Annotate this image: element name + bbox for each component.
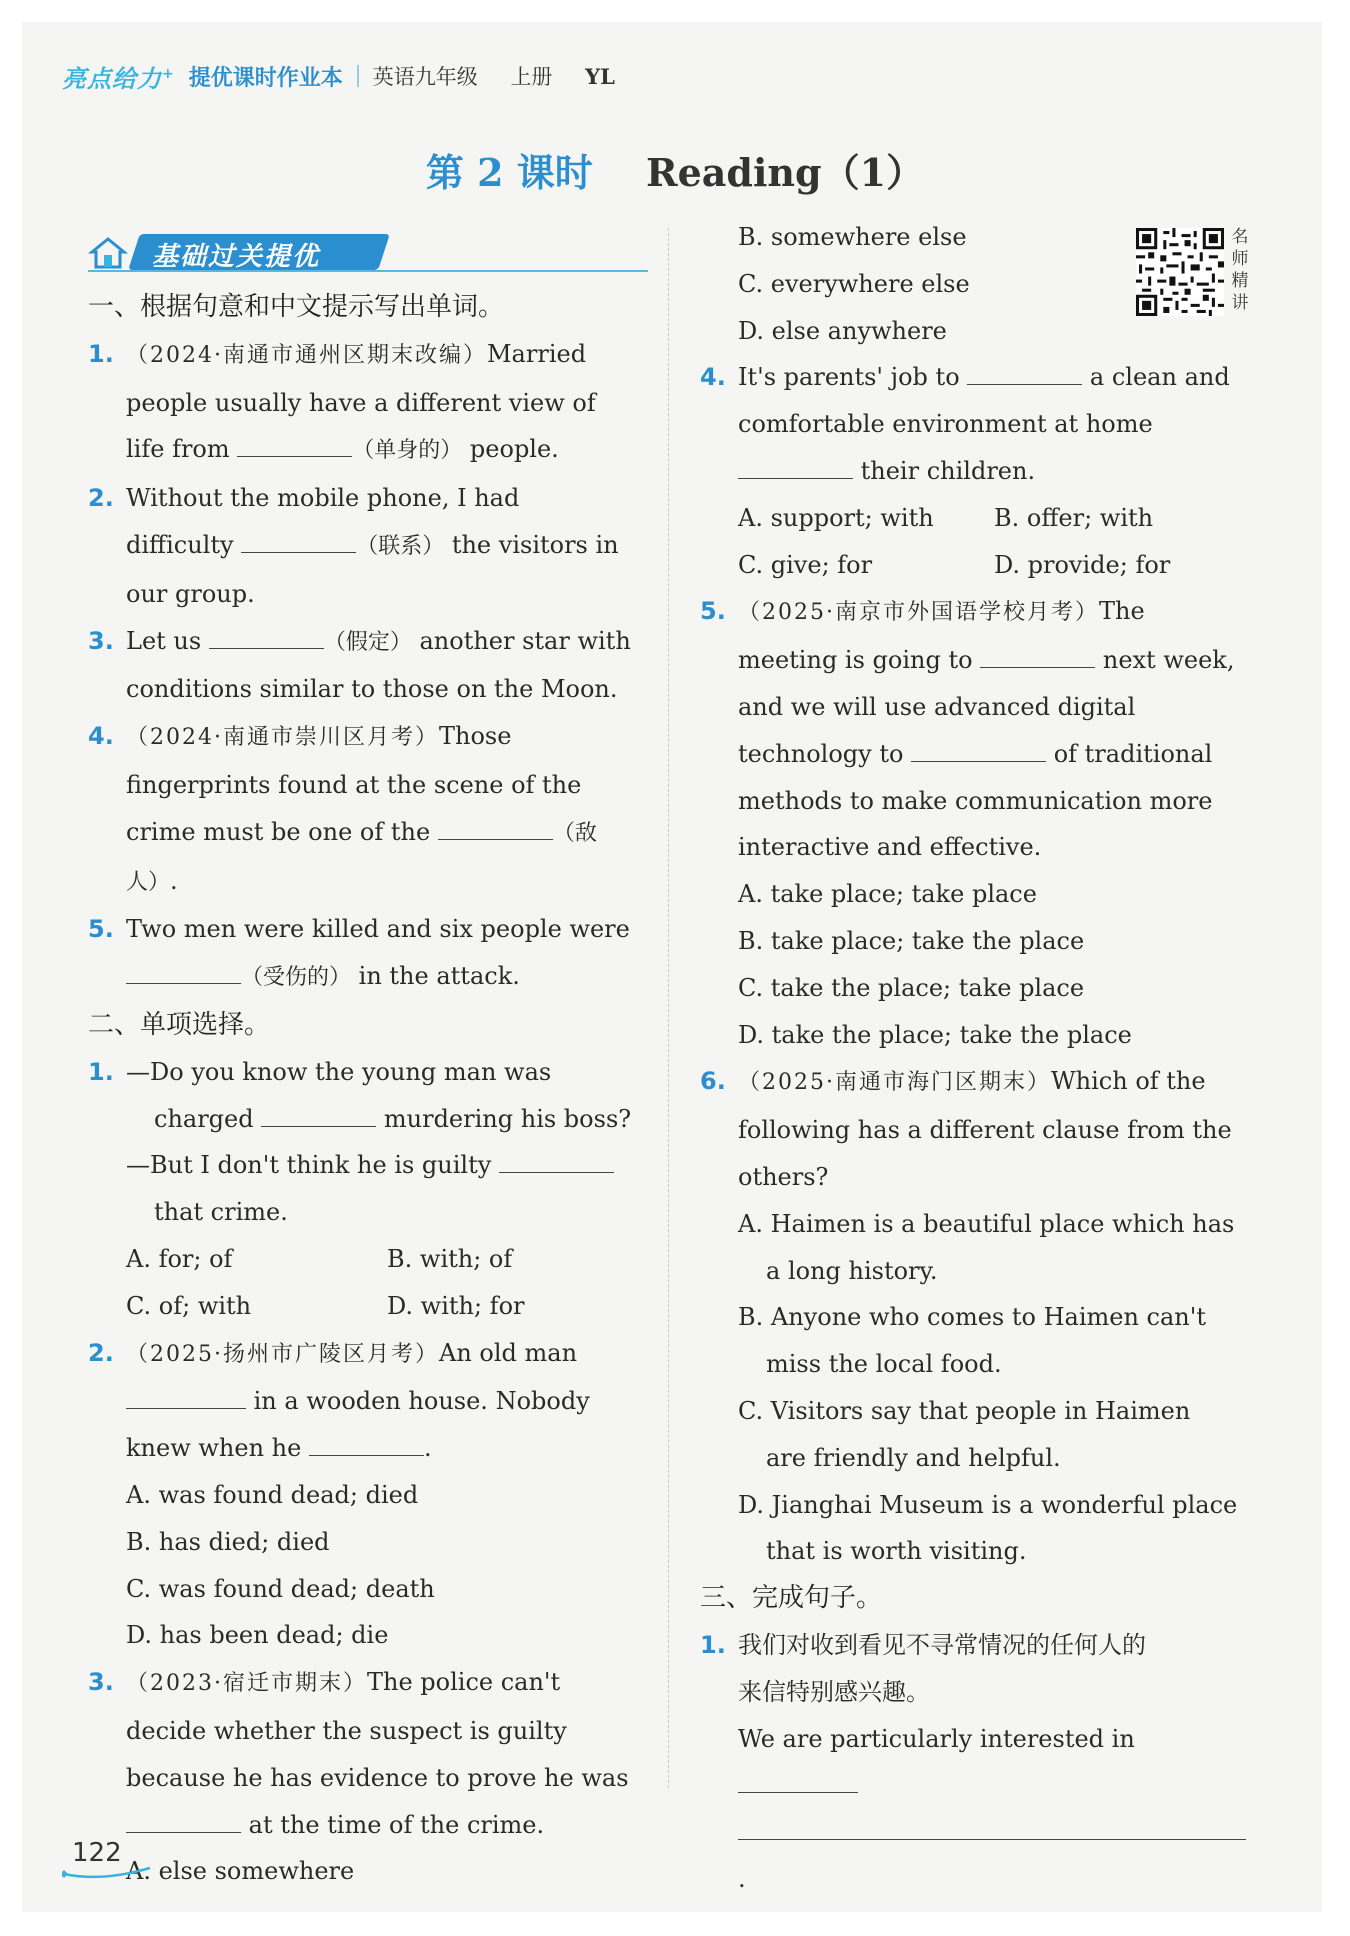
question-text: in the attack. [351, 962, 520, 991]
question-text: Without the mobile phone, I had [126, 484, 520, 513]
chinese-hint: （单身的） [352, 438, 463, 464]
chinese-hint: （假定） [323, 629, 412, 655]
question-text: and we will use advanced digital [738, 692, 1136, 721]
option-d[interactable]: D. else anywhere [738, 316, 947, 345]
option-a[interactable]: A. was found dead; died [126, 1480, 419, 1509]
question-text: another star with [411, 626, 631, 655]
option-b[interactable]: B. has died; died [126, 1527, 330, 1556]
left-column [88, 284, 648, 1895]
question-number: 3. [88, 1668, 114, 1697]
option-d[interactable]: D. take the place; take the place [738, 1020, 1132, 1049]
question [700, 1058, 1250, 1107]
question-number: 2. [88, 1338, 114, 1367]
option-c[interactable]: C. take the place; take place [738, 973, 1085, 1002]
banner-text: 基础过关提优 [152, 242, 321, 272]
answer-blank[interactable] [738, 450, 853, 479]
question-line [88, 380, 648, 427]
answer-blank[interactable] [967, 356, 1082, 385]
qr-label-char: 精 [1231, 271, 1249, 291]
question-line [88, 953, 648, 1002]
question [88, 906, 648, 953]
answer-blank[interactable] [126, 1804, 241, 1833]
option-c[interactable]: C. of; with [126, 1291, 252, 1320]
question-line [700, 731, 1250, 778]
option-a[interactable] [700, 1201, 1250, 1248]
question-text: meeting is going to [738, 646, 973, 675]
question [88, 1330, 648, 1379]
qr-label-char: 师 [1231, 249, 1249, 269]
option-row [88, 1236, 648, 1283]
question-line [700, 684, 1250, 731]
option-b[interactable] [700, 1294, 1250, 1341]
question-text: decide whether the suspect is guilty [126, 1716, 567, 1745]
question-text: difficulty [126, 530, 234, 559]
question-line: that crime. [154, 1198, 288, 1227]
option-c[interactable]: C. give; for [738, 550, 873, 579]
question-line [700, 637, 1250, 684]
answer-blank[interactable] [980, 639, 1095, 668]
question-line [88, 1708, 648, 1755]
question-text: the visitors in [444, 530, 619, 559]
section-title: 三、完成句子。 [700, 1583, 883, 1614]
question-line: 来信特别感兴趣。 [738, 1677, 930, 1706]
question-line [700, 1809, 1250, 1903]
answer-blank[interactable] [911, 733, 1046, 762]
answer-blank[interactable] [126, 955, 241, 984]
option-a[interactable]: A. else somewhere [126, 1857, 355, 1886]
question-line [88, 762, 648, 809]
qr-label-char: 讲 [1231, 293, 1249, 313]
option-d-cont: that is worth visiting. [766, 1537, 1027, 1566]
option-a[interactable]: A. take place; take place [738, 880, 1037, 909]
question-text: The police can't [366, 1668, 561, 1697]
question-text: of traditional [1046, 739, 1213, 768]
option-b-cont: miss the local food. [766, 1350, 1002, 1379]
question-text: An old man [438, 1338, 578, 1367]
question-number: 6. [700, 1067, 726, 1096]
question-line [700, 448, 1250, 495]
chinese-hint: （受伤的） [241, 965, 352, 991]
question-text: murdering his boss? [376, 1104, 632, 1133]
question-source: （2025·南通市海门区期末） [738, 1070, 1051, 1096]
question-text: crime must be one of the [126, 817, 431, 846]
option-d[interactable]: D. has been dead; die [126, 1621, 389, 1650]
option-text: A. Haimen is a beautiful place which has [738, 1209, 1235, 1238]
question-text: Let us [126, 626, 202, 655]
question-text: Two men were killed and six people were [126, 915, 630, 944]
question [88, 1659, 648, 1708]
book-info [373, 61, 615, 91]
answer-blank[interactable] [738, 1811, 1246, 1840]
answer-blank[interactable] [738, 1764, 858, 1793]
question [700, 588, 1250, 637]
question-number: 5. [700, 597, 726, 626]
question-text: fingerprints found at the scene of the [126, 770, 582, 799]
qr-label-char: 名 [1231, 227, 1249, 247]
question-text: charged [154, 1104, 254, 1133]
answer-blank[interactable] [261, 1098, 376, 1127]
question-text: their children. [853, 456, 1036, 485]
option-d[interactable] [700, 1482, 1250, 1529]
question [88, 1049, 648, 1096]
question-line [88, 1755, 648, 1802]
answer-blank[interactable] [209, 620, 324, 649]
answer-blank[interactable] [126, 1380, 246, 1409]
option-b[interactable]: B. somewhere else [738, 223, 967, 251]
option-c[interactable]: C. everywhere else [738, 269, 970, 298]
option-c-cont: are friendly and helpful. [766, 1443, 1061, 1472]
question-text: Those [438, 722, 512, 751]
lesson-name: Reading（1） [646, 150, 925, 195]
question-text: . [170, 866, 178, 895]
option-d[interactable]: D. with; for [387, 1291, 525, 1320]
question-text: a clean and [1082, 363, 1230, 392]
section-title: 二、单项选择。 [88, 1009, 271, 1040]
option-c[interactable] [700, 1388, 1250, 1435]
question-text: at the time of the crime. [241, 1810, 545, 1839]
question-line [700, 778, 1250, 825]
section-title: 一、根据句意和中文提示写出单词。 [88, 292, 505, 322]
option-text: B. Anyone who comes to Haimen can't [738, 1303, 1206, 1332]
option-c[interactable]: C. was found dead; death [126, 1574, 435, 1603]
question-text: methods to make communication more [738, 786, 1213, 815]
brand-logo: 亮点给力+ [62, 64, 175, 93]
question-text: in a wooden house. Nobody [246, 1387, 590, 1416]
question-line [88, 1142, 648, 1189]
qr-label [1228, 226, 1252, 314]
question-line: others? [738, 1162, 829, 1191]
answer-blank[interactable] [241, 524, 356, 553]
question-text: next week, [1095, 646, 1235, 675]
question-number: 2. [88, 484, 114, 513]
question [88, 475, 648, 522]
question-number: 1. [88, 1057, 114, 1086]
question-line [88, 1802, 648, 1849]
right-column [700, 214, 1250, 1903]
subject: 英语九年级 [372, 65, 478, 89]
question-number: 5. [88, 915, 114, 944]
option-row [700, 542, 1250, 589]
question-line [88, 522, 648, 571]
question-line [88, 809, 648, 907]
question-number: 3. [88, 626, 114, 655]
question-text: —But I don't think he is guilty [126, 1151, 492, 1180]
question-text: because he has evidence to prove he was [126, 1763, 629, 1792]
question-text: Married [486, 339, 587, 368]
question [700, 354, 1250, 401]
lesson-number: 第 2 课时 [425, 150, 593, 195]
qr-code-icon[interactable] [1136, 228, 1224, 316]
option-row [700, 495, 1250, 542]
header-divider [357, 65, 359, 87]
answer-blank[interactable] [438, 811, 553, 840]
answer-blank[interactable] [309, 1427, 424, 1456]
question-line: our group. [126, 579, 255, 608]
question-line [700, 1107, 1250, 1154]
question-line [700, 401, 1250, 448]
question-number: 1. [88, 339, 114, 368]
question-text: We are particularly interested in [738, 1724, 1135, 1753]
question-text: It's parents' job to [738, 363, 960, 392]
question-text: comfortable environment at home [738, 410, 1153, 439]
question [88, 331, 648, 380]
question-source: （2024·南通市崇川区月考） [126, 725, 439, 751]
question-source: （2025·南京市外国语学校月考） [738, 600, 1099, 626]
question-line: interactive and effective. [738, 833, 1042, 862]
question-source: （2023·宿迁市期末） [126, 1671, 367, 1697]
question-text: technology to [738, 739, 904, 768]
option-d[interactable]: D. provide; for [994, 550, 1171, 579]
page-header [62, 58, 615, 94]
series-name: 提优课时作业本 [188, 65, 343, 91]
question-number: 1. [700, 1630, 726, 1659]
question-source: （2024·南通市通州区期末改编） [126, 342, 487, 368]
question-text: following has a different clause from the [738, 1116, 1232, 1145]
section-banner [88, 232, 648, 276]
option-b[interactable]: B. offer; with [994, 503, 1154, 532]
page-number: 122 [72, 1838, 122, 1868]
column-divider [668, 228, 669, 1788]
question-text: people. [462, 435, 559, 464]
question-text: Which of the [1050, 1067, 1206, 1096]
option-text: D. Jianghai Museum is a wonderful place [738, 1490, 1238, 1519]
question-number: 4. [700, 363, 726, 392]
question-text: —Do you know the young man was [126, 1057, 552, 1086]
option-row [88, 1283, 648, 1330]
question-line [88, 426, 648, 475]
question-text: . [738, 1864, 746, 1893]
lesson-title [0, 142, 1350, 197]
question [88, 618, 648, 667]
option-b[interactable]: B. with; of [387, 1244, 513, 1273]
question-text: . [423, 1434, 432, 1463]
question-line [88, 1096, 648, 1143]
page-swoosh-decoration [62, 1866, 152, 1880]
question-text: knew when he [126, 1434, 302, 1463]
option-a[interactable]: A. for; of [126, 1244, 233, 1273]
question-text: life from [126, 435, 230, 464]
question-line [700, 1716, 1250, 1810]
question-text: people usually have a different view of [126, 388, 596, 417]
house-icon [88, 236, 128, 270]
chinese-hint: （敌人） [126, 820, 597, 895]
question [700, 1622, 1250, 1669]
question-source: （2025·扬州市广陵区月考） [126, 1341, 439, 1367]
answer-blank[interactable] [499, 1144, 614, 1173]
question-number: 4. [88, 722, 114, 751]
option-b[interactable]: B. take place; take the place [738, 926, 1085, 955]
question-line [88, 1425, 648, 1472]
volume: 上册 [510, 65, 553, 89]
question-line [88, 1378, 648, 1425]
chinese-hint: （联系） [356, 533, 445, 559]
question-text: 我们对收到看见不寻常情况的任何人的 [738, 1630, 1146, 1659]
question-text: The [1098, 597, 1145, 626]
option-a[interactable]: A. support; with [738, 503, 934, 532]
question [88, 713, 648, 762]
answer-blank[interactable] [237, 428, 352, 457]
option-a-cont: a long history. [766, 1256, 938, 1285]
question-line: conditions similar to those on the Moon. [126, 675, 618, 704]
edition: YL [585, 64, 615, 89]
option-text: C. Visitors say that people in Haimen [738, 1396, 1191, 1425]
